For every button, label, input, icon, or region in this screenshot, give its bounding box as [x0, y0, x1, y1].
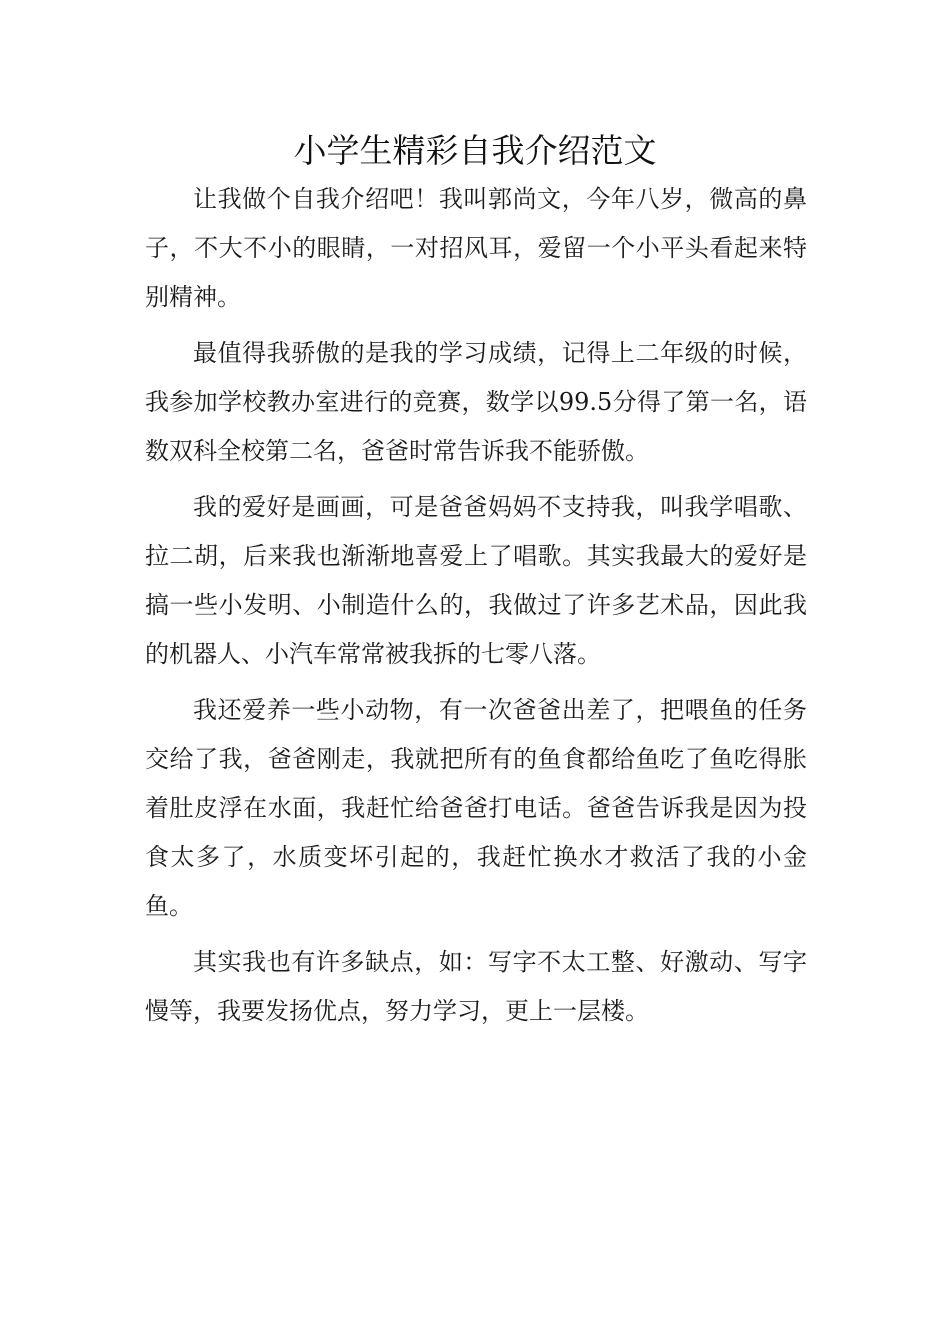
document-title: 小学生精彩自我介绍范文 — [293, 131, 657, 170]
paragraph-1: 让我做个自我介绍吧！我叫郭尚文，今年八岁，微高的鼻子，不大不小的眼睛，一对招风耳，爱留一个小平头看起来特别精神。 — [145, 185, 807, 311]
document-body — [145, 175, 807, 1043]
paragraph-4: 我还爱养一些小动物，有一次爸爸出差了，把喂鱼的任务交给了我，爸爸刚走，我就把所有的鱼食都给鱼吃了鱼吃得胀着肚皮浮在水面，我赶忙给爸爸打电话。爸爸告诉我是因为投食太多了，水质变坏引起的，我赶忙换水才救活了我的小金鱼。 — [145, 696, 807, 920]
paragraph-3: 我的爱好是画画，可是爸爸妈妈不支持我，叫我学唱歌、拉二胡，后来我也渐渐地喜爱上了唱歌。其实我最大的爱好是搞一些小发明、小制造什么的，我做过了许多艺术品，因此我的机器人、小汽车常常被我拆的七零八落。 — [145, 493, 807, 668]
paragraph-5: 其实我也有许多缺点，如：写字不太工整、好激动、写字慢等，我要发扬优点，努力学习，更上一层楼。 — [145, 948, 807, 1025]
paragraph-2: 最值得我骄傲的是我的学习成绩，记得上二年级的时候，我参加学校教办室进行的竞赛，数学以99.5分得了第一名，语数双科全校第二名，爸爸时常告诉我不能骄傲。 — [145, 339, 807, 465]
